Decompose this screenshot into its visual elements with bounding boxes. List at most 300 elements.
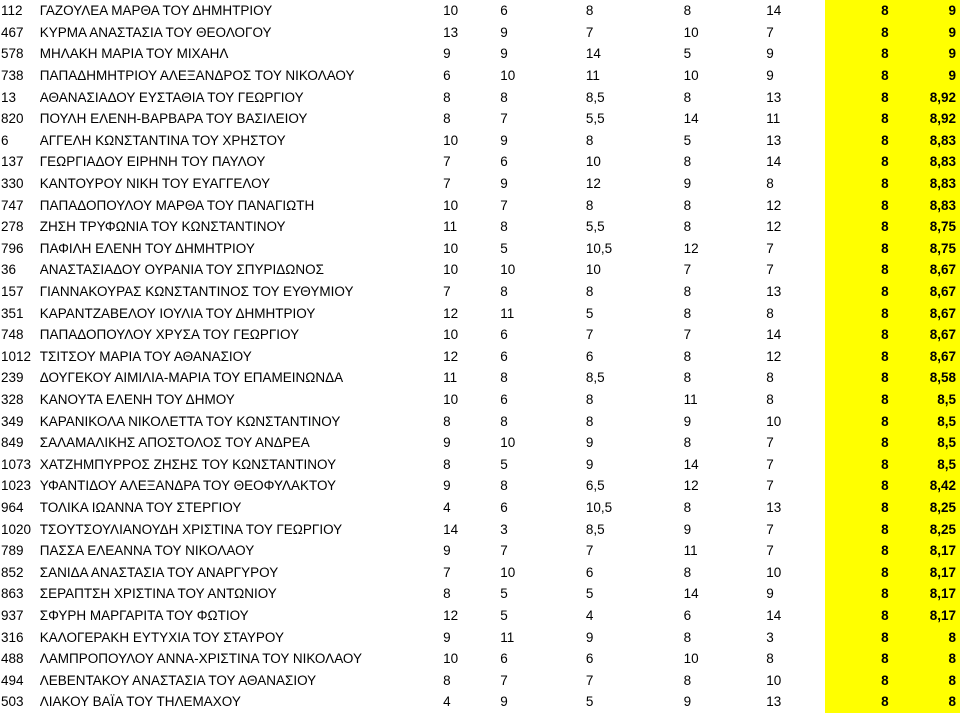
score-1: 7 — [443, 176, 451, 192]
score-2: 8 — [500, 370, 508, 386]
score-5: 13 — [766, 284, 782, 300]
score-1: 9 — [443, 46, 451, 62]
score-2: 3 — [500, 521, 508, 537]
score-4: 8 — [683, 629, 692, 645]
score-5: 12 — [766, 219, 782, 235]
score-4: 8 — [683, 284, 692, 300]
row-id: 738 — [1, 68, 24, 84]
row-id: 137 — [1, 154, 24, 170]
score-1: 9 — [443, 543, 451, 559]
row-id: 6 — [1, 132, 9, 148]
score-5: 12 — [766, 348, 782, 364]
score-average: 9 — [893, 65, 960, 87]
row-id: 278 — [1, 219, 24, 235]
row-id: 239 — [1, 370, 24, 386]
score-average: 8,67 — [893, 281, 960, 303]
row-id: 13 — [1, 89, 17, 105]
row-name: ΚΥΡΜΑ ΑΝΑΣΤΑΣΙΑ ΤΟΥ ΘΕΟΛΟΓΟΥ — [39, 24, 272, 40]
score-base: 8 — [825, 691, 892, 713]
score-base: 8 — [825, 346, 892, 368]
row-id: 863 — [1, 586, 24, 602]
score-2: 8 — [500, 284, 508, 300]
score-average: 8,5 — [893, 389, 960, 411]
score-base: 8 — [825, 540, 892, 562]
table-row — [0, 626, 960, 648]
score-3: 9 — [585, 435, 594, 451]
score-4: 14 — [683, 586, 699, 602]
score-base: 8 — [825, 86, 892, 108]
score-2: 9 — [500, 176, 508, 192]
row-name: ΔΟΥΓΕΚΟΥ ΑΙΜΙΛΙΑ-ΜΑΡΙΑ ΤΟΥ ΕΠΑΜΕΙΝΩΝΔΑ — [39, 370, 344, 386]
score-4: 11 — [683, 391, 698, 407]
table-row — [0, 22, 960, 44]
score-average: 8,75 — [893, 238, 960, 260]
score-5: 7 — [766, 478, 774, 494]
score-4: 8 — [683, 154, 692, 170]
row-name: ΠΑΠΑΔΟΠΟΥΛΟΥ ΜΑΡΘΑ ΤΟΥ ΠΑΝΑΓΙΩΤΗ — [39, 197, 315, 213]
score-average: 8,42 — [893, 475, 960, 497]
score-3: 6 — [585, 564, 594, 580]
score-average: 8,17 — [893, 583, 960, 605]
score-4: 10 — [683, 68, 699, 84]
score-3: 8 — [585, 132, 594, 148]
score-5: 14 — [766, 607, 782, 623]
score-3: 5,5 — [585, 219, 605, 235]
score-3: 5,5 — [585, 111, 605, 127]
score-5: 8 — [766, 370, 774, 386]
score-2: 6 — [500, 327, 508, 343]
score-2: 7 — [500, 197, 508, 213]
table-row — [0, 605, 960, 627]
score-1: 8 — [443, 89, 451, 105]
score-1: 7 — [443, 284, 451, 300]
row-id: 1020 — [1, 521, 32, 537]
score-5: 10 — [766, 564, 782, 580]
score-2: 8 — [500, 89, 508, 105]
score-2: 9 — [500, 24, 508, 40]
table-row — [0, 86, 960, 108]
score-4: 9 — [683, 694, 692, 710]
score-average: 8,5 — [893, 432, 960, 454]
score-base: 8 — [825, 108, 892, 130]
score-base: 8 — [825, 497, 892, 519]
table-row — [0, 583, 960, 605]
score-average: 8,67 — [893, 346, 960, 368]
score-4: 8 — [683, 435, 692, 451]
score-average: 8,83 — [893, 173, 960, 195]
table-row — [0, 497, 960, 519]
score-3: 10 — [585, 262, 601, 278]
score-2: 10 — [500, 435, 516, 451]
score-base: 8 — [825, 389, 892, 411]
score-4: 5 — [683, 46, 692, 62]
score-base: 8 — [825, 0, 892, 22]
score-average: 8 — [893, 648, 960, 670]
score-average: 8,58 — [893, 367, 960, 389]
score-3: 7 — [585, 672, 594, 688]
row-id: 503 — [1, 694, 24, 710]
table-row — [0, 410, 960, 432]
score-average: 9 — [893, 22, 960, 44]
score-2: 5 — [500, 607, 508, 623]
score-1: 6 — [443, 68, 451, 84]
table-row — [0, 561, 960, 583]
row-name: ΑΝΑΣΤΑΣΙΑΔΟΥ ΟΥΡΑΝΙΑ ΤΟΥ ΣΠΥΡΙΔΩΝΟΣ — [39, 262, 324, 278]
row-name: ΚΑΡΑΝΤΖΑΒΕΛΟΥ ΙΟΥΛΙΑ ΤΟΥ ΔΗΜΗΤΡΙΟΥ — [39, 305, 316, 321]
score-3: 10,5 — [585, 499, 613, 515]
row-id: 937 — [1, 607, 24, 623]
row-name: ΠΑΦΙΛΗ ΕΛΕΝΗ ΤΟΥ ΔΗΜΗΤΡΙΟΥ — [39, 240, 255, 256]
score-2: 8 — [500, 219, 508, 235]
row-id: 316 — [1, 629, 24, 645]
score-4: 9 — [683, 176, 692, 192]
row-id: 467 — [1, 24, 24, 40]
score-5: 7 — [766, 262, 774, 278]
score-base: 8 — [825, 22, 892, 44]
score-1: 10 — [443, 651, 459, 667]
row-name: ΣΦΥΡΗ ΜΑΡΓΑΡΙΤΑ ΤΟΥ ΦΩΤΙΟΥ — [39, 607, 249, 623]
score-2: 8 — [500, 478, 508, 494]
score-2: 5 — [500, 240, 508, 256]
score-1: 9 — [443, 435, 451, 451]
score-base: 8 — [825, 281, 892, 303]
score-5: 13 — [766, 694, 782, 710]
score-5: 7 — [766, 521, 774, 537]
table-row — [0, 65, 960, 87]
table-row — [0, 453, 960, 475]
score-2: 6 — [500, 499, 508, 515]
row-id: 1073 — [1, 456, 32, 472]
row-id: 494 — [1, 672, 24, 688]
score-4: 8 — [683, 197, 692, 213]
score-average: 8,5 — [893, 410, 960, 432]
score-3: 4 — [585, 607, 594, 623]
row-name: ΛΑΜΠΡΟΠΟΥΛΟΥ ΑΝΝΑ-ΧΡΙΣΤΙΝΑ ΤΟΥ ΝΙΚΟΛΑΟΥ — [39, 651, 362, 667]
table-row — [0, 0, 960, 22]
score-base: 8 — [825, 259, 892, 281]
score-average: 8,5 — [893, 453, 960, 475]
score-3: 8 — [585, 3, 594, 19]
score-5: 14 — [766, 327, 782, 343]
score-base: 8 — [825, 324, 892, 346]
score-5: 14 — [766, 3, 782, 19]
score-3: 6 — [585, 348, 594, 364]
score-3: 8 — [585, 391, 594, 407]
score-1: 11 — [443, 370, 458, 386]
table-row — [0, 302, 960, 324]
score-1: 8 — [443, 672, 451, 688]
score-5: 13 — [766, 89, 782, 105]
score-base: 8 — [825, 518, 892, 540]
row-name: ΚΑΡΑΝΙΚΟΛΑ ΝΙΚΟΛΕΤΤΑ ΤΟΥ ΚΩΝΣΤΑΝΤΙΝΟΥ — [39, 413, 341, 429]
score-4: 8 — [683, 499, 692, 515]
score-average: 8 — [893, 669, 960, 691]
table-row — [0, 216, 960, 238]
row-id: 1023 — [1, 478, 32, 494]
score-base: 8 — [825, 43, 892, 65]
score-1: 10 — [443, 197, 459, 213]
table-row — [0, 389, 960, 411]
score-2: 7 — [500, 543, 508, 559]
row-id: 488 — [1, 651, 24, 667]
score-base: 8 — [825, 475, 892, 497]
score-4: 8 — [683, 672, 692, 688]
row-id: 747 — [1, 197, 24, 213]
row-name: ΤΟΛΙΚΑ ΙΩΑΝΝΑ ΤΟΥ ΣΤΕΡΓΙΟΥ — [39, 499, 242, 515]
score-average: 8,25 — [893, 497, 960, 519]
score-average: 8,17 — [893, 540, 960, 562]
table-row — [0, 540, 960, 562]
score-4: 10 — [683, 24, 699, 40]
row-name: ΓΕΩΡΓΙΑΔΟΥ ΕΙΡΗΝΗ ΤΟΥ ΠΑΥΛΟΥ — [39, 154, 266, 170]
score-average: 8 — [893, 626, 960, 648]
score-1: 12 — [443, 305, 459, 321]
score-5: 13 — [766, 132, 782, 148]
score-4: 7 — [683, 262, 692, 278]
score-average: 9 — [893, 0, 960, 22]
table-row — [0, 238, 960, 260]
score-3: 12 — [585, 176, 601, 192]
row-name: ΠΑΣΣΑ ΕΛΕΑΝΝΑ ΤΟΥ ΝΙΚΟΛΑΟΥ — [39, 543, 255, 559]
score-5: 9 — [766, 68, 774, 84]
score-3: 11 — [585, 68, 600, 84]
table-row — [0, 259, 960, 281]
table-row — [0, 648, 960, 670]
score-5: 9 — [766, 586, 774, 602]
score-3: 7 — [585, 24, 594, 40]
score-1: 10 — [443, 132, 459, 148]
row-id: 349 — [1, 413, 24, 429]
score-2: 6 — [500, 391, 508, 407]
score-5: 7 — [766, 240, 774, 256]
score-base: 8 — [825, 605, 892, 627]
score-5: 9 — [766, 46, 774, 62]
score-5: 8 — [766, 305, 774, 321]
table-row — [0, 43, 960, 65]
table-row — [0, 432, 960, 454]
score-5: 8 — [766, 176, 774, 192]
score-4: 8 — [683, 370, 692, 386]
score-2: 9 — [500, 46, 508, 62]
score-3: 8,5 — [585, 521, 605, 537]
row-name: ΤΣΟΥΤΣΟΥΛΙΑΝΟΥΔΗ ΧΡΙΣΤΙΝΑ ΤΟΥ ΓΕΩΡΓΙΟΥ — [39, 521, 343, 537]
score-base: 8 — [825, 367, 892, 389]
score-5: 7 — [766, 456, 774, 472]
score-1: 9 — [443, 478, 451, 494]
row-name: ΛΙΑΚΟΥ ΒΑΪΑ ΤΟΥ ΤΗΛΕΜΑΧΟΥ — [39, 694, 241, 710]
score-1: 10 — [443, 391, 459, 407]
score-4: 11 — [683, 543, 698, 559]
score-4: 14 — [683, 456, 699, 472]
score-average: 8,92 — [893, 108, 960, 130]
score-3: 9 — [585, 456, 594, 472]
score-5: 8 — [766, 651, 774, 667]
table-row — [0, 367, 960, 389]
score-2: 11 — [500, 629, 515, 645]
score-base: 8 — [825, 151, 892, 173]
score-2: 10 — [500, 262, 516, 278]
row-id: 748 — [1, 327, 24, 343]
score-base: 8 — [825, 410, 892, 432]
score-5: 7 — [766, 543, 774, 559]
score-4: 9 — [683, 521, 692, 537]
score-5: 7 — [766, 435, 774, 451]
table-row — [0, 281, 960, 303]
row-name: ΧΑΤΖΗΜΠΥΡΡΟΣ ΖΗΣΗΣ ΤΟΥ ΚΩΝΣΤΑΝΤΙΝΟΥ — [39, 456, 337, 472]
score-1: 12 — [443, 348, 459, 364]
score-3: 7 — [585, 327, 594, 343]
score-2: 9 — [500, 694, 508, 710]
score-average: 8 — [893, 691, 960, 713]
row-name: ΚΑΝΤΟΥΡΟΥ ΝΙΚΗ ΤΟΥ ΕΥΑΓΓΕΛΟΥ — [39, 176, 271, 192]
row-name: ΣΑΝΙΔΑ ΑΝΑΣΤΑΣΙΑ ΤΟΥ ΑΝΑΡΓΥΡΟΥ — [39, 564, 279, 580]
row-name: ΠΑΠΑΔΟΠΟΥΛΟΥ ΧΡΥΣΑ ΤΟΥ ΓΕΩΡΓΙΟΥ — [39, 327, 300, 343]
row-name: ΖΗΣΗ ΤΡΥΦΩΝΙΑ ΤΟΥ ΚΩΝΣΤΑΝΤΙΝΟΥ — [39, 219, 286, 235]
row-name: ΚΑΝΟΥΤΑ ΕΛΕΝΗ ΤΟΥ ΔΗΜΟΥ — [39, 391, 235, 407]
row-id: 789 — [1, 543, 24, 559]
score-4: 8 — [683, 305, 692, 321]
score-1: 8 — [443, 111, 451, 127]
score-1: 7 — [443, 564, 451, 580]
score-2: 5 — [500, 456, 508, 472]
score-4: 7 — [683, 327, 692, 343]
table-row — [0, 194, 960, 216]
score-1: 14 — [443, 521, 459, 537]
score-2: 5 — [500, 586, 508, 602]
table-row — [0, 691, 960, 713]
row-id: 36 — [1, 262, 17, 278]
score-3: 8,5 — [585, 89, 605, 105]
score-4: 8 — [683, 564, 692, 580]
score-1: 10 — [443, 262, 459, 278]
score-1: 4 — [443, 499, 451, 515]
score-3: 5 — [585, 694, 594, 710]
table-row — [0, 130, 960, 152]
row-name: ΠΑΠΑΔΗΜΗΤΡΙΟΥ ΑΛΕΞΑΝΔΡΟΣ ΤΟΥ ΝΙΚΟΛΑΟΥ — [39, 68, 355, 84]
score-5: 3 — [766, 629, 774, 645]
score-3: 8,5 — [585, 370, 605, 386]
score-5: 13 — [766, 499, 782, 515]
score-base: 8 — [825, 648, 892, 670]
score-average: 8,17 — [893, 561, 960, 583]
score-4: 12 — [683, 240, 699, 256]
score-average: 8,83 — [893, 151, 960, 173]
score-1: 13 — [443, 24, 459, 40]
score-4: 9 — [683, 413, 692, 429]
row-name: ΓΙΑΝΝΑΚΟΥΡΑΣ ΚΩΝΣΤΑΝΤΙΝΟΣ ΤΟΥ ΕΥΘΥΜΙΟΥ — [39, 284, 354, 300]
table-row — [0, 518, 960, 540]
score-average: 9 — [893, 43, 960, 65]
row-id: 328 — [1, 391, 24, 407]
score-4: 6 — [683, 607, 692, 623]
score-1: 8 — [443, 413, 451, 429]
score-4: 8 — [683, 89, 692, 105]
table-row — [0, 108, 960, 130]
score-3: 9 — [585, 629, 594, 645]
score-1: 11 — [443, 219, 458, 235]
score-1: 10 — [443, 240, 459, 256]
score-3: 5 — [585, 586, 594, 602]
row-name: ΜΗΛΑΚΗ ΜΑΡΙΑ ΤΟΥ ΜΙΧΑΗΛ — [39, 46, 229, 62]
score-3: 5 — [585, 305, 594, 321]
score-4: 12 — [683, 478, 699, 494]
score-average: 8,83 — [893, 130, 960, 152]
score-average: 8,67 — [893, 324, 960, 346]
row-id: 157 — [1, 284, 24, 300]
score-average: 8,67 — [893, 302, 960, 324]
score-base: 8 — [825, 583, 892, 605]
score-2: 6 — [500, 154, 508, 170]
score-average: 8,25 — [893, 518, 960, 540]
score-1: 10 — [443, 3, 459, 19]
row-name: ΛΕΒΕΝΤΑΚΟΥ ΑΝΑΣΤΑΣΙΑ ΤΟΥ ΑΘΑΝΑΣΙΟΥ — [39, 672, 317, 688]
score-4: 10 — [683, 651, 699, 667]
score-base: 8 — [825, 216, 892, 238]
row-id: 852 — [1, 564, 24, 580]
score-3: 10 — [585, 154, 601, 170]
score-2: 6 — [500, 348, 508, 364]
score-2: 7 — [500, 111, 508, 127]
score-base: 8 — [825, 65, 892, 87]
score-5: 10 — [766, 672, 782, 688]
row-name: ΣΕΡΑΠΤΣΗ ΧΡΙΣΤΙΝΑ ΤΟΥ ΑΝΤΩΝΙΟΥ — [39, 586, 277, 602]
row-name: ΚΑΛΟΓΕΡΑΚΗ ΕΥΤΥΧΙΑ ΤΟΥ ΣΤΑΥΡΟΥ — [39, 629, 284, 645]
score-base: 8 — [825, 194, 892, 216]
score-3: 8 — [585, 284, 594, 300]
score-1: 8 — [443, 456, 451, 472]
score-3: 8 — [585, 413, 594, 429]
row-id: 820 — [1, 111, 24, 127]
row-id: 849 — [1, 435, 24, 451]
score-3: 6,5 — [585, 478, 605, 494]
score-2: 10 — [500, 564, 516, 580]
score-4: 8 — [683, 219, 692, 235]
score-average: 8,92 — [893, 86, 960, 108]
score-2: 11 — [500, 305, 515, 321]
score-average: 8,83 — [893, 194, 960, 216]
score-average: 8,75 — [893, 216, 960, 238]
score-5: 12 — [766, 197, 782, 213]
score-2: 8 — [500, 413, 508, 429]
score-4: 14 — [683, 111, 699, 127]
score-1: 4 — [443, 694, 451, 710]
table-row — [0, 173, 960, 195]
score-3: 8 — [585, 197, 594, 213]
score-3: 7 — [585, 543, 594, 559]
score-1: 10 — [443, 327, 459, 343]
row-name: ΤΣΙΤΣΟΥ ΜΑΡΙΑ ΤΟΥ ΑΘΑΝΑΣΙΟΥ — [39, 348, 252, 364]
score-base: 8 — [825, 669, 892, 691]
score-4: 8 — [683, 3, 692, 19]
score-2: 9 — [500, 132, 508, 148]
row-id: 796 — [1, 240, 24, 256]
score-5: 11 — [766, 111, 781, 127]
row-id: 330 — [1, 176, 24, 192]
row-id: 351 — [1, 305, 24, 321]
row-name: ΥΦΑΝΤΙΔΟΥ ΑΛΕΞΑΝΔΡΑ ΤΟΥ ΘΕΟΦΥΛΑΚΤΟΥ — [39, 478, 337, 494]
row-name: ΑΓΓΕΛΗ ΚΩΝΣΤΑΝΤΙΝΑ ΤΟΥ ΧΡΗΣΤΟΥ — [39, 132, 286, 148]
table-row — [0, 669, 960, 691]
score-base: 8 — [825, 453, 892, 475]
row-id: 578 — [1, 46, 24, 62]
table-row — [0, 346, 960, 368]
row-id: 1012 — [1, 348, 32, 364]
score-3: 14 — [585, 46, 601, 62]
row-name: ΑΘΑΝΑΣΙΑΔΟΥ ΕΥΣΤΑΘΙΑ ΤΟΥ ΓΕΩΡΓΙΟΥ — [39, 89, 304, 105]
score-1: 9 — [443, 629, 451, 645]
score-base: 8 — [825, 302, 892, 324]
score-5: 8 — [766, 391, 774, 407]
